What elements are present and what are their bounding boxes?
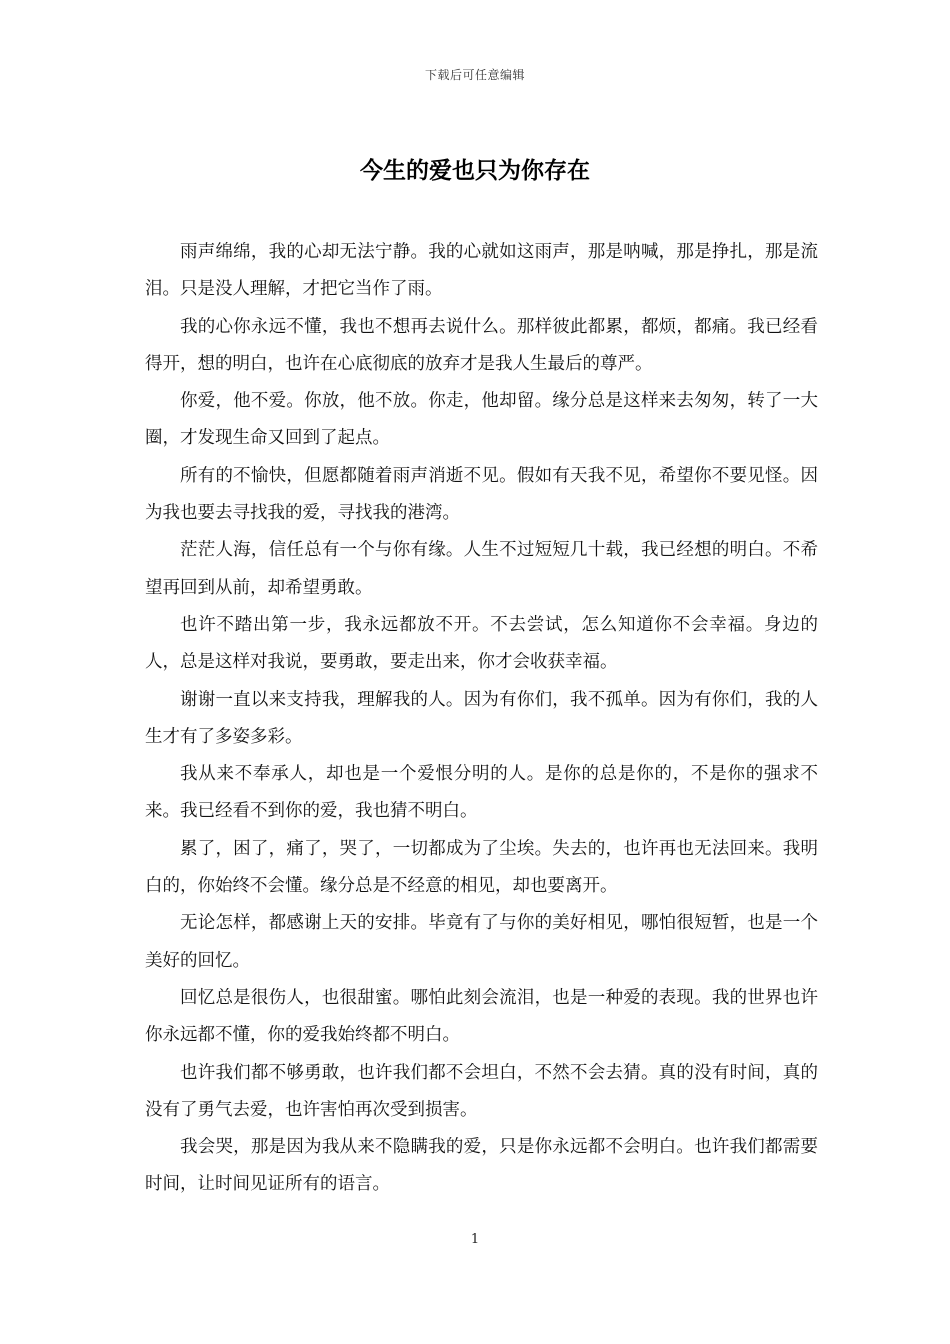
document-body bbox=[145, 234, 818, 1204]
paragraph: 回忆总是很伤人，也很甜蜜。哪怕此刻会流泪，也是一种爱的表现。我的世界也许你永远都不懂，你的爱我始终都不明白。 bbox=[145, 987, 818, 1046]
paragraph: 我从来不奉承人，却也是一个爱恨分明的人。是你的总是你的，不是你的强求不来。我已经看不到你的爱，我也猜不明白。 bbox=[145, 764, 818, 822]
paragraph: 也许不踏出第一步，我永远都放不开。不去尝试，怎么知道你不会幸福。身边的人，总是这样对我说，要勇敢，要走出来，你才会收获幸福。 bbox=[145, 614, 818, 673]
paragraph: 茫茫人海，信任总有一个与你有缘。人生不过短短几十载，我已经想的明白。不希望再回到从前，却希望勇敢。 bbox=[145, 540, 818, 598]
paragraph: 我的心你永远不懂，我也不想再去说什么。那样彼此都累，都烦，都痛。我已经看得开，想的明白，也许在心底彻底的放弃才是我人生最后的尊严。 bbox=[145, 316, 818, 374]
document-title: 今生的爱也只为你存在 bbox=[360, 158, 590, 184]
paragraph: 谢谢一直以来支持我，理解我的人。因为有你们，我不孤单。因为有你们，我的人生才有了多姿多彩。 bbox=[145, 689, 818, 747]
paragraph: 也许我们都不够勇敢，也许我们都不会坦白，不然不会去猜。真的没有时间，真的没有了勇气去爱，也许害怕再次受到损害。 bbox=[145, 1062, 818, 1120]
paragraph: 无论怎样，都感谢上天的安排。毕竟有了与你的美好相见，哪怕很短暂，也是一个美好的回忆。 bbox=[145, 913, 818, 971]
page-number: 1 bbox=[470, 1232, 480, 1247]
paragraph: 所有的不愉快，但愿都随着雨声消逝不见。假如有天我不见，希望你不要见怪。因为我也要去寻找我的爱，寻找我的港湾。 bbox=[145, 465, 818, 524]
header-note: 下载后可任意编辑 bbox=[424, 68, 525, 82]
paragraph: 累了，困了，痛了，哭了，一切都成为了尘埃。失去的，也许再也无法回来。我明白的，你始终不会懂。缘分总是不经意的相见，却也要离开。 bbox=[145, 838, 818, 897]
paragraph: 你爱，他不爱。你放，他不放。你走，他却留。缘分总是这样来去匆匆，转了一大圈，才发现生命又回到了起点。 bbox=[145, 391, 818, 449]
paragraph: 雨声绵绵，我的心却无法宁静。我的心就如这雨声，那是呐喊，那是挣扎，那是流泪。只是没人理解，才把它当作了雨。 bbox=[145, 242, 818, 300]
paragraph: 我会哭，那是因为我从来不隐瞒我的爱，只是你永远都不会明白。也许我们都需要时间，让时间见证所有的语言。 bbox=[145, 1137, 818, 1195]
